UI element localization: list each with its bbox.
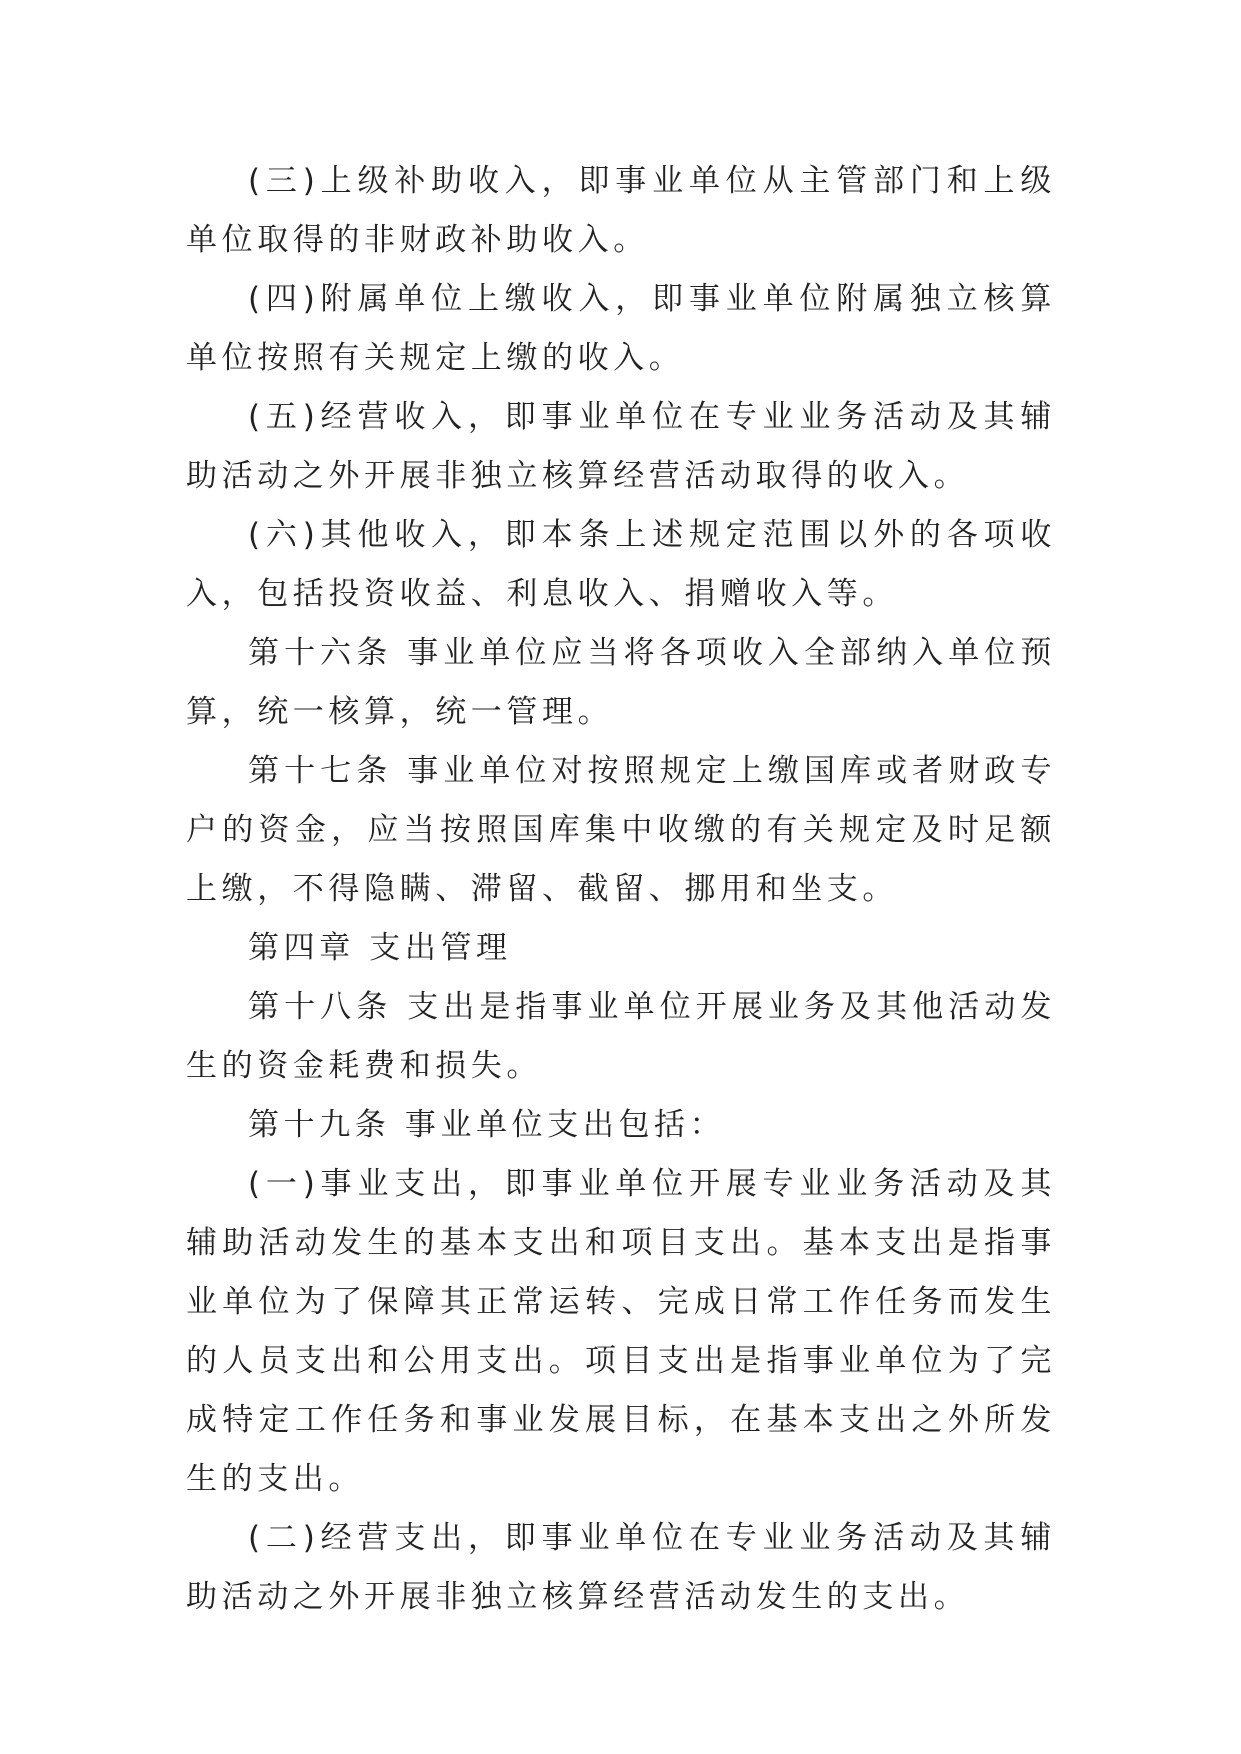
- paragraph-expense-2: (二)经营支出，即事业单位在专业业务活动及其辅助活动之外开展非独立核算经营活动发生的支出。: [186, 1520, 1056, 1615]
- paragraph-revenue-3: (三)上级补助收入，即事业单位从主管部门和上级单位取得的非财政补助收入。: [186, 163, 1056, 258]
- paragraph-revenue-5: (五)经营收入，即事业单位在专业业务活动及其辅助活动之外开展非独立核算经营活动取得的收入。: [186, 399, 1056, 494]
- article-16: 第十六条 事业单位应当将各项收入全部纳入单位预算，统一核算，统一管理。: [186, 635, 1056, 730]
- paragraph-expense-1: (一)事业支出，即事业单位开展专业业务活动及其辅助活动发生的基本支出和项目支出。基本支出是指事业单位为了保障其正常运转、完成日常工作任务而发生的人员支出和公用支出。项目支出是指事业单位为了完成特定工作任务和事业发展目标，在基本支出之外所发生的支出。: [186, 1166, 1056, 1497]
- article-17: 第十七条 事业单位对按照规定上缴国库或者财政专户的资金，应当按照国库集中收缴的有关规定及时足额上缴，不得隐瞒、滞留、截留、挪用和坐支。: [186, 753, 1056, 907]
- paragraph-revenue-6: (六)其他收入，即本条上述规定范围以外的各项收入，包括投资收益、利息收入、捐赠收入等。: [186, 517, 1056, 612]
- paragraph-revenue-4: (四)附属单位上缴收入，即事业单位附属独立核算单位按照有关规定上缴的收入。: [186, 281, 1056, 376]
- article-19: 第十九条 事业单位支出包括：: [248, 1107, 726, 1143]
- article-18: 第十八条 支出是指事业单位开展业务及其他活动发生的资金耗费和损失。: [186, 989, 1056, 1084]
- chapter-heading: 第四章 支出管理: [248, 930, 512, 966]
- document-body: [186, 152, 1056, 1627]
